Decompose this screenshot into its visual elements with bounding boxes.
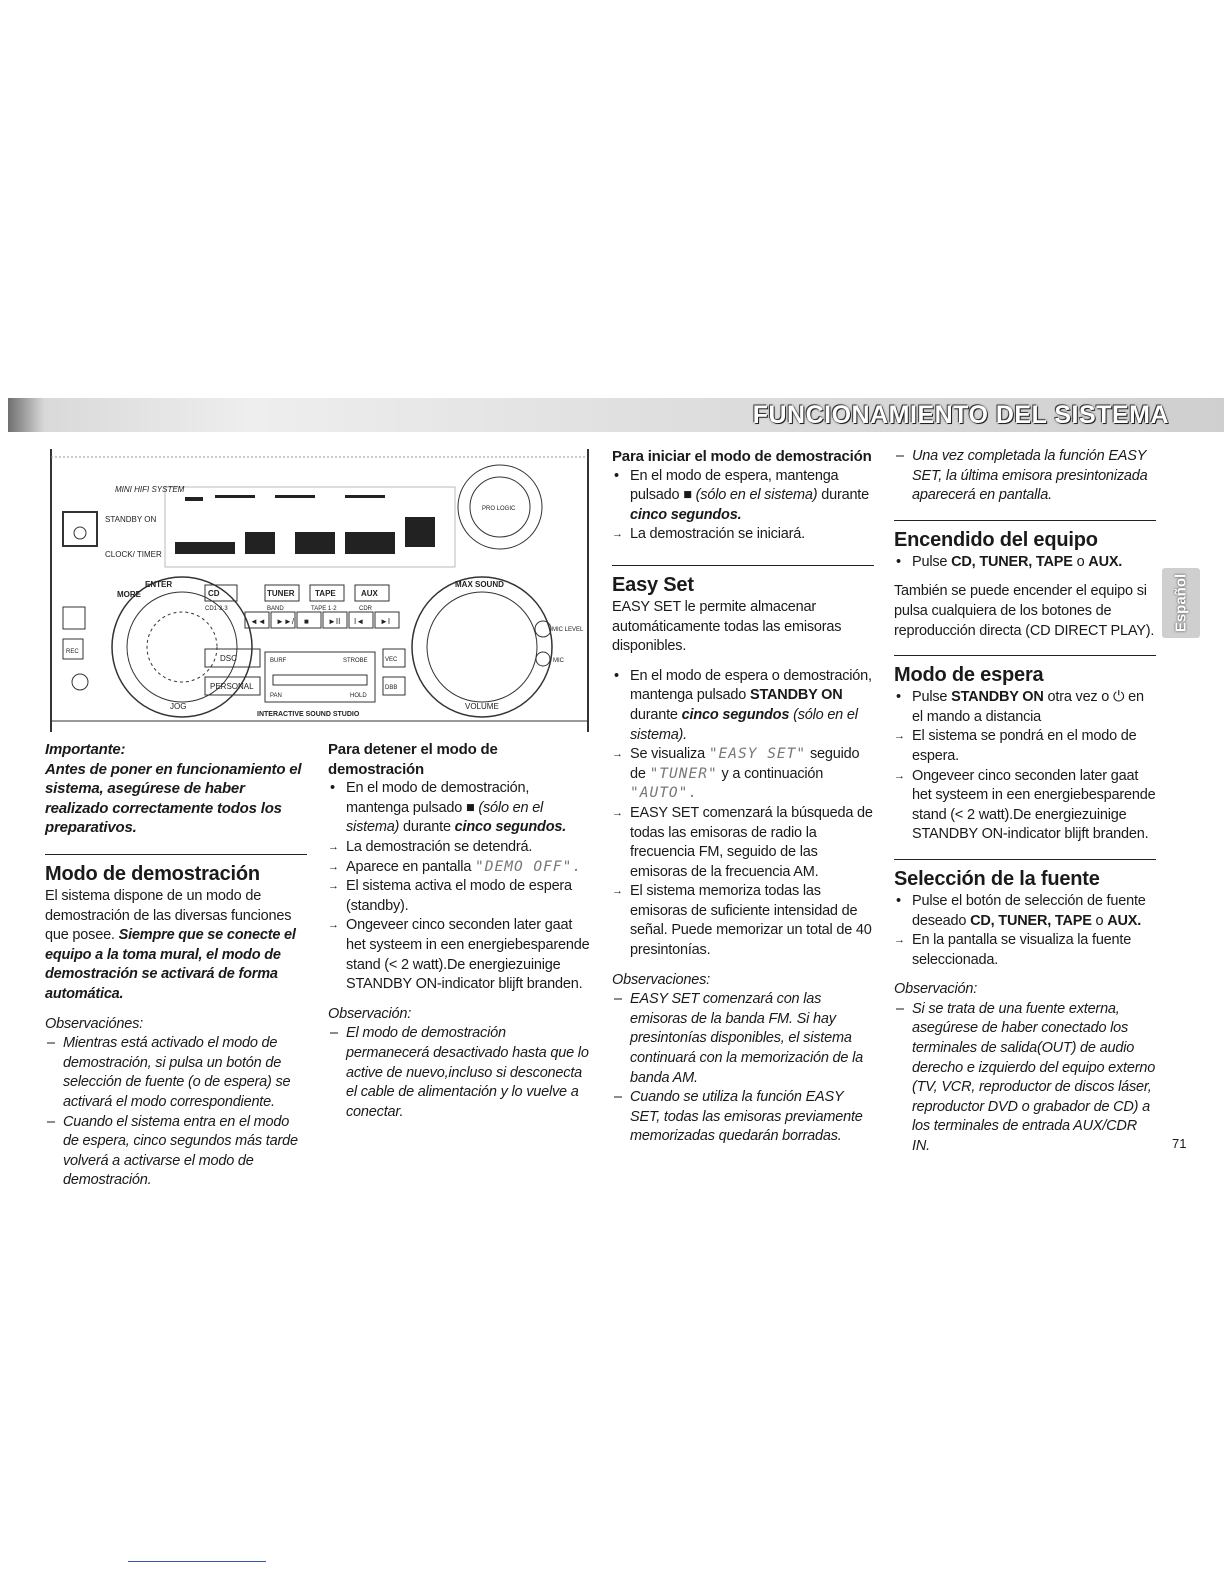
standby-heading: Modo de espera [894,655,1156,688]
important-title: Importante: [45,741,126,758]
device-rec-label: REC [66,649,79,655]
demo-mode-text: El sistema dispone de un modo de demostración de las diversas funciones que posee. Siempre que se conecte el equipo a la toma mural, el modo de demostración se activará de forma automática. [45,887,296,1002]
device-dbb-label: DBB [385,685,398,691]
result-item: → Aparece en pantalla "DEMO OFF". [328,858,590,878]
source-select-instruction: • Pulse el botón de selección de fuente deseado CD, TUNER, TAPE o AUX. [894,892,1156,931]
source-select-heading: Selección de la fuente [894,859,1156,892]
result-item: → El sistema memoriza todas las emisoras de suficiente intensidad de señal. Puede memorizar un total de 40 presintonías. [612,882,874,960]
device-cdr-sub: CDR [359,606,372,612]
device-prev-button: I◄ [354,617,365,626]
start-demo-instruction: • En el modo de espera, mantenga pulsado ■ (sólo en el sistema) durante cinco segundos. [612,467,874,526]
device-strobe-label: STROBE [343,658,368,664]
device-jog-label: JOG [170,702,187,711]
device-cd-sub: CD1·2·3 [205,606,228,612]
stop-demo-heading: Para detener el modo de demostración [328,741,498,778]
result-item: → Ongeveer cinco seconden later gaat het systeem in een energiebesparende stand (< 2 watt).De energiezuinige STANDBY ON-indicator blijft branden. [894,767,1156,845]
device-pan-label: PAN [270,693,282,699]
device-tape-button: TAPE [315,589,336,598]
device-brand-label: MINI HIFI SYSTEM [115,485,185,494]
device-stop-button: ■ [304,617,309,626]
column-4 [894,447,1156,1157]
device-standby-label: STANDBY ON [105,515,157,524]
device-band-sub: BAND [267,606,284,612]
result-item: → El sistema activa el modo de espera (standby). [328,877,590,916]
power-on-text: También se puede encender el equipo si pulsa cualquiera de los botones de reproducción directa (CD DIRECT PLAY). [894,583,1155,639]
observation-item: – Mientras está activado el modo de demostración, si pulsa un botón de selección de fuente (o de espera) se activará el modo correspondiente. [45,1034,307,1112]
device-ff-button: ►►/ [276,617,295,626]
device-tape12-sub: TAPE 1·2 [311,606,337,612]
footer-line [128,1561,266,1562]
easy-set-heading: Easy Set [612,565,874,598]
device-personal-label: PERSONAL [210,682,254,691]
observation-title: Observación: [894,981,978,998]
page-title: FUNCIONAMIENTO DEL SISTEMA [752,401,1169,429]
page-number: 71 [1172,1136,1187,1151]
observation-item: – Cuando el sistema entra en el modo de espera, cinco segundos más tarde volverá a activarse el modo de demostración. [45,1113,307,1191]
result-item: → Ongeveer cinco seconden later gaat het systeem in een energiebesparende stand (< 2 watt).De energiezuinige STANDBY ON-indicator blijft branden. [328,916,590,994]
easy-set-text: EASY SET le permite almacenar automáticamente todas las emisoras disponibles. [612,598,842,655]
device-footer-label: INTERACTIVE SOUND STUDIO [257,711,360,718]
device-rewind-button: ◄◄ [250,617,266,626]
device-tuner-button: TUNER [267,589,295,598]
device-vec-label: VEC [385,657,398,663]
language-tab: Español [1162,568,1200,638]
standby-instruction: • Pulse STANDBY ON otra vez o ⏻ en el mando a distancia [894,688,1156,727]
device-clock-label: CLOCK/ TIMER [105,550,162,559]
result-item: → El sistema se pondrá en el modo de espera. [894,727,1156,766]
result-item: → La demostración se detendrá. [328,838,590,858]
demo-mode-heading: Modo de demostración [45,854,307,887]
device-enter-label: ENTER [145,580,173,589]
result-item: → En la pantalla se visualiza la fuente seleccionada. [894,931,1156,970]
device-burf-label: BURF [270,658,287,664]
device-dsc-label: DSC [220,654,237,663]
observation-item: – El modo de demostración permanecerá desactivado hasta que lo active de nuevo,incluso si desconecta el cable de alimentación y lo vuelve a conectar. [328,1024,590,1122]
device-front-panel-illustration [45,447,590,732]
device-aux-button: AUX [361,589,378,598]
observations-title: Observaciónes: [45,1015,143,1032]
observation-item: – Si se trata de una fuente externa, asegúrese de haber conectado los terminales de salida(OUT) de audio derecho e izquierdo del equipo externo (TV, VCR, reproductor de discos láser, reproductor DVD o grabador de CD) a los terminales de entrada AUX/CDR IN. [894,1000,1156,1157]
device-more-label: MORE [117,590,141,599]
column-3 [612,447,874,1147]
easy-set-instruction: • En el modo de espera o demostración, mantenga pulsado STANDBY ON durante cinco segundos (sólo en el sistema). [612,667,874,745]
power-on-heading: Encendido del equipo [894,520,1156,553]
column-1 [45,740,307,1191]
section-banner [8,398,1224,432]
device-hold-label: HOLD [350,693,367,699]
device-next-button: ►I [380,617,391,626]
device-prologic-label: PRO LOGIC [482,506,516,512]
easy-set-continued: – Una vez completada la función EASY SET, la última emisora presintonizada aparecerá en pantalla. [894,447,1156,506]
observations-title: Observaciones: [612,971,710,988]
observation-title: Observación: [328,1005,412,1022]
result-item: → EASY SET comenzará la búsqueda de todas las emisoras de radio la frecuencia FM, seguido de las emisoras de la frecuencia AM. [612,804,874,882]
start-demo-heading: Para iniciar el modo de demostración [612,448,872,465]
important-text: Antes de poner en funcionamiento el sistema, asegúrese de haber realizado correctamente todos los preparativos. [45,760,302,837]
device-volume-label: VOLUME [465,702,499,711]
column-2 [328,740,590,1122]
device-mic-label: MIC [553,658,564,664]
observation-item: – Cuando se utiliza la función EASY SET, todas las emisoras previamente memorizadas quedarán borradas. [612,1088,874,1147]
result-item: → Se visualiza "EASY SET" seguido de "TUNER" y a continuación "AUTO". [612,745,874,804]
observation-item: – EASY SET comenzará con las emisoras de la banda FM. Si hay presintonías disponibles, el sistema continuará con la memorización de la banda AM. [612,990,874,1088]
device-maxsound-label: MAX SOUND [455,580,504,589]
device-play-button: ►II [328,617,341,626]
power-on-instruction: • Pulse CD, TUNER, TAPE o AUX. [894,553,1156,573]
device-miclevel-label: MIC LEVEL [552,627,584,633]
stop-demo-instruction: • En el modo de demostración, mantenga pulsado ■ (sólo en el sistema) durante cinco segundos. [328,779,590,838]
result-item: → La demostración se iniciará. [612,525,874,545]
device-cd-button: CD [208,589,220,598]
